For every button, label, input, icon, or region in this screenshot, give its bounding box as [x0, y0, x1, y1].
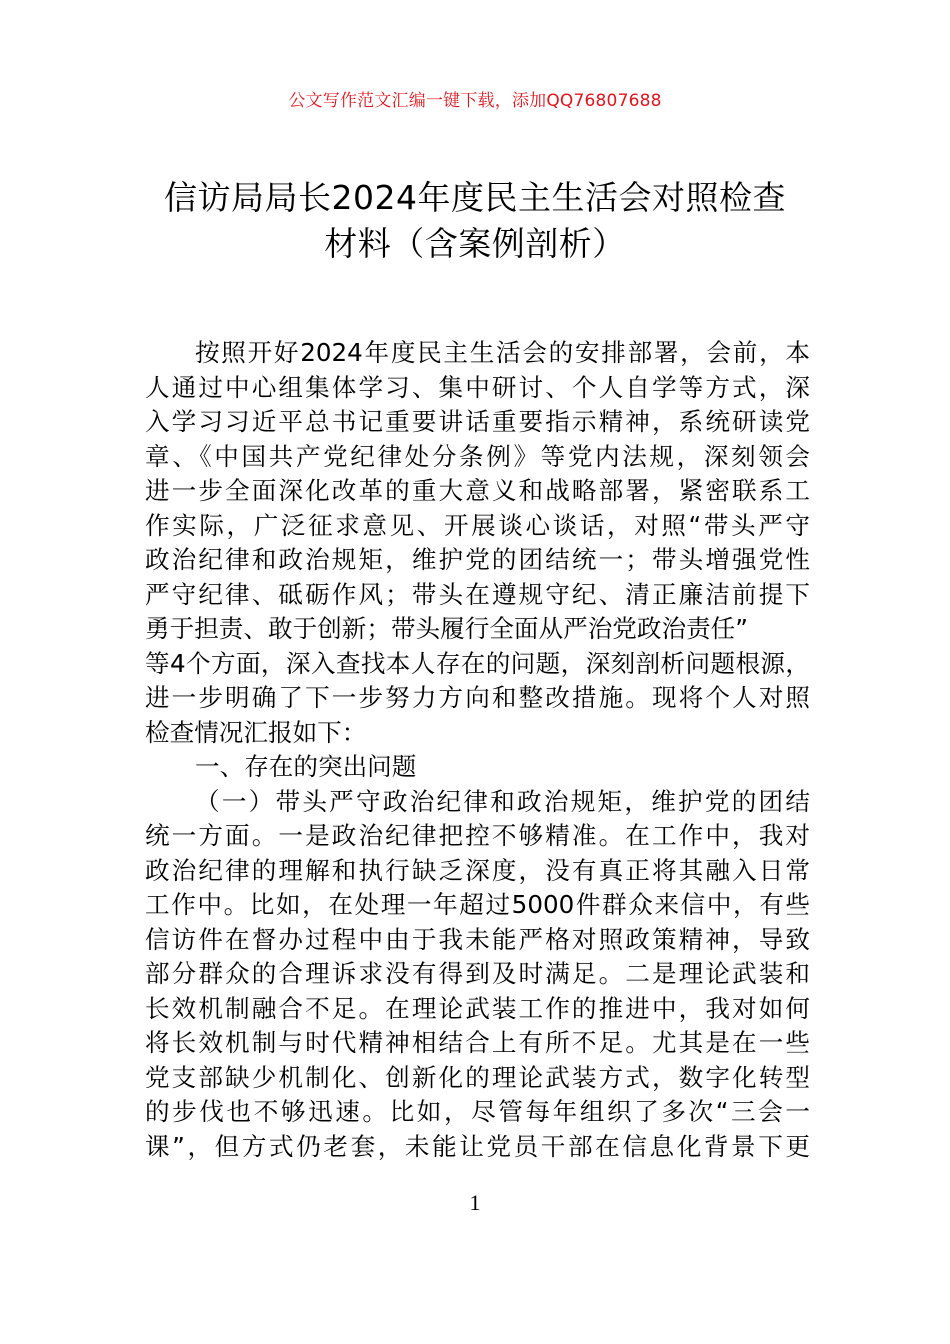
section-heading-1: 一、存在的突出问题 [195, 752, 417, 781]
subsection-paragraph-line: 长效机制融合不足。在理论武装工作的推进中，我对如何 [145, 993, 810, 1023]
watermark-download-notice: 公文写作范文汇编一键下载，添加QQ76807688 [288, 91, 662, 111]
subsection-paragraph-line: 工作中。比如，在处理一年超过5000件群众来信中，有些 [145, 890, 810, 919]
page-number: 1 [469, 1190, 481, 1215]
paragraph-intro-line: 勇于担责、敢于创新；带头履行全面从严治党政治责任” [145, 614, 748, 643]
subsection-paragraph-line: 将长效机制与时代精神相结合上有所不足。尤其是在一些 [145, 1028, 810, 1057]
paragraph-intro-line: 人通过中心组集体学习、集中研讨、个人自学等方式，深 [145, 372, 810, 402]
subsection-paragraph-line: 政治纪律的理解和执行缺乏深度，没有真正将其融入日常 [145, 855, 810, 885]
paragraph-intro-line: 严守纪律、砥砺作风；带头在遵规守纪、清正廉洁前提下 [145, 579, 810, 609]
subsection-paragraph-line: 统一方面。一是政治纪律把控不够精准。在工作中，我对 [145, 821, 810, 850]
paragraph-intro-line: 进一步全面深化改革的重大意义和战略部署，紧密联系工 [145, 476, 810, 505]
subsection-paragraph-line: 课”，但方式仍老套，未能让党员干部在信息化背景下更 [145, 1131, 810, 1161]
subsection-paragraph-line: 党支部缺少机制化、创新化的理论武装方式，数字化转型 [145, 1062, 810, 1092]
document-body [145, 336, 810, 1164]
paragraph-intro-line: 政治纪律和政治规矩，维护党的团结统一；带头增强党性 [145, 545, 810, 574]
subsection-paragraph-line: 信访件在督办过程中由于我未能严格对照政策精神，导致 [145, 924, 810, 954]
paragraph-intro-line: 按照开好2024年度民主生活会的安排部署，会前，本 [195, 338, 810, 367]
paragraph-intro-line: 章、《中国共产党纪律处分条例》等党内法规，深刻领会 [145, 441, 810, 471]
paragraph-intro-line: 检查情况汇报如下： [145, 717, 367, 747]
subsection-paragraph-line: 部分群众的合理诉求没有得到及时满足。二是理论武装和 [145, 959, 810, 988]
document-title-line-2: 材料（含案例剖析） [324, 224, 626, 263]
paragraph-intro-line: 等4个方面，深入查找本人存在的问题，深刻剖析问题根源， [145, 648, 810, 678]
document-title-line-1: 信访局局长2024年度民主生活会对照检查 [164, 178, 786, 217]
subsection-paragraph-line: 的步伐也不够迅速。比如，尽管每年组织了多次“三会一 [145, 1097, 810, 1126]
paragraph-intro-line: 进一步明确了下一步努力方向和整改措施。现将个人对照 [145, 683, 810, 712]
subsection-paragraph-line: （一）带头严守政治纪律和政治规矩，维护党的团结 [195, 786, 810, 816]
paragraph-intro-line: 入学习习近平总书记重要讲话重要指示精神，系统研读党 [145, 407, 810, 436]
paragraph-intro-line: 作实际，广泛征求意见、开展谈心谈话，对照“带头严守 [145, 510, 810, 540]
